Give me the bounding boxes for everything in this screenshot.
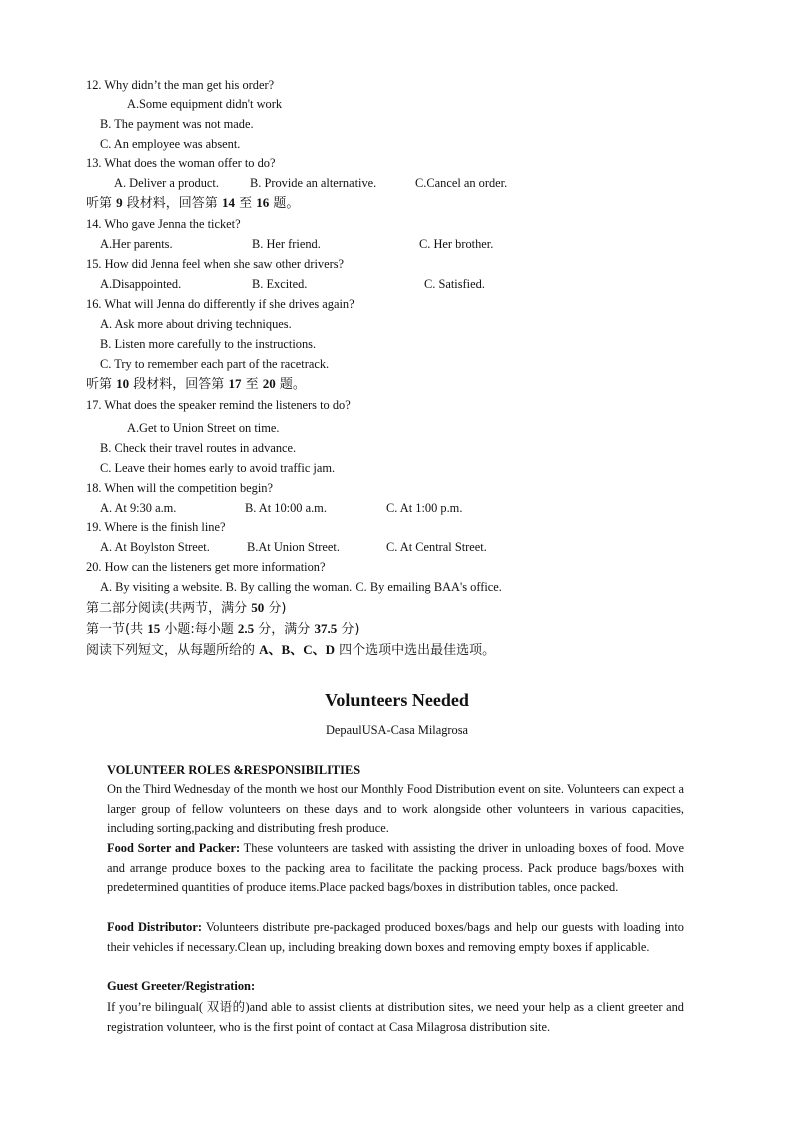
question-13-option-c: C.Cancel an order. [415, 176, 508, 190]
intro-paragraph: On the Third Wednesday of the month we host our Monthly Food Distribution event on site. Volunteers can expect a larger group of fellow volunteers on these days and to work alongside other volunteers in various capacities, including sorting,packing and distributing fresh produce. [107, 782, 684, 836]
question-18-stem: 18. When will the competition begin? [86, 481, 273, 495]
distributor-text: Volunteers distribute pre-packaged produced boxes/bags and help our guests with loading into their vehicles if necessary.Clean up, including breaking down boxes and removing empty boxes if applicable. [107, 920, 684, 954]
question-13-stem: 13. What does the woman offer to do? [86, 156, 276, 170]
question-17-option-b: B. Check their travel routes in advance. [100, 441, 297, 455]
part2-heading: 第二部分阅读(共两节，满分 50 分) [86, 600, 287, 616]
question-19-option-a: A. At Boylston Street. [100, 540, 210, 554]
question-16-option-b: B. Listen more carefully to the instructions. [100, 337, 317, 351]
question-12-option-a: A.Some equipment didn't work [127, 97, 283, 111]
question-12-stem: 12. Why didn’t the man get his order? [86, 78, 275, 92]
question-17-stem: 17. What does the speaker remind the listeners to do? [86, 398, 351, 412]
part2-instruction: 阅读下列短文，从每题所给的 A、B、C、D 四个选项中选出最佳选项。 [86, 642, 496, 658]
question-15-option-c: C. Satisfied. [424, 277, 485, 291]
question-19-stem: 19. Where is the finish line? [86, 520, 226, 534]
question-12-option-b: B. The payment was not made. [100, 117, 254, 131]
question-14-option-a: A.Her parents. [100, 237, 173, 251]
question-20-stem: 20. How can the listeners get more information? [86, 560, 326, 574]
question-14-stem: 14. Who gave Jenna the ticket? [86, 217, 241, 231]
greeter-heading: Guest Greeter/Registration: [107, 979, 256, 993]
question-15-option-b: B. Excited. [252, 277, 308, 291]
question-19-option-c: C. At Central Street. [386, 540, 487, 554]
sorter-text: These volunteers are tasked with assisting the driver in unloading boxes of food. Move and arrange produce boxes to the packing area to facilitate the packing process. Pack produce bags/boxes with predetermined quantities of produce items.Place packed bags/boxes in distribution tables, once packed. [107, 841, 684, 895]
distributor-paragraph [107, 918, 684, 957]
passage-title: Volunteers Needed [325, 690, 469, 710]
question-13-option-a: A. Deliver a product. [114, 176, 219, 190]
section-9-instruction: 听第 9 段材料，回答第 14 至 16 题。 [86, 195, 300, 211]
section-10-instruction: 听第 10 段材料，回答第 17 至 20 题。 [86, 376, 306, 392]
question-12-option-c: C. An employee was absent. [100, 137, 241, 151]
question-16-option-a: A. Ask more about driving techniques. [100, 317, 292, 331]
question-15-stem: 15. How did Jenna feel when she saw other drivers? [86, 257, 345, 271]
question-16-option-c: C. Try to remember each part of the racetrack. [100, 357, 330, 371]
greeter-paragraph: If you’re bilingual( 双语的)and able to assist clients at distribution sites, we need your help as a client greeter and registration volunteer, who is the first point of contact at Casa Milagrosa distribution site. [107, 1000, 684, 1034]
question-16-stem: 16. What will Jenna do differently if she drives again? [86, 297, 355, 311]
question-19-option-b: B.At Union Street. [247, 540, 340, 554]
question-20-options: A. By visiting a website. B. By calling the woman. C. By emailing BAA's office. [100, 580, 502, 594]
question-18-option-b: B. At 10:00 a.m. [245, 501, 327, 515]
question-14-option-c: C. Her brother. [419, 237, 494, 251]
passage-subtitle: DepaulUSA-Casa Milagrosa [325, 723, 469, 737]
sorter-paragraph [107, 839, 684, 898]
question-18-option-a: A. At 9:30 a.m. [100, 501, 177, 515]
sorter-label: Food Sorter and Packer: [107, 841, 241, 855]
distributor-label: Food Distributor: [107, 920, 202, 934]
roles-heading: VOLUNTEER ROLES &RESPONSIBILITIES [107, 763, 361, 777]
question-17-option-a: A.Get to Union Street on time. [127, 421, 280, 435]
question-14-option-b: B. Her friend. [252, 237, 321, 251]
part2-section1-heading: 第一节(共 15 小题:每小题 2.5 分，满分 37.5 分) [86, 621, 360, 637]
question-13-option-b: B. Provide an alternative. [250, 176, 377, 190]
question-18-option-c: C. At 1:00 p.m. [386, 501, 463, 515]
question-17-option-c: C. Leave their homes early to avoid traffic jam. [100, 461, 336, 475]
question-15-option-a: A.Disappointed. [100, 277, 182, 291]
